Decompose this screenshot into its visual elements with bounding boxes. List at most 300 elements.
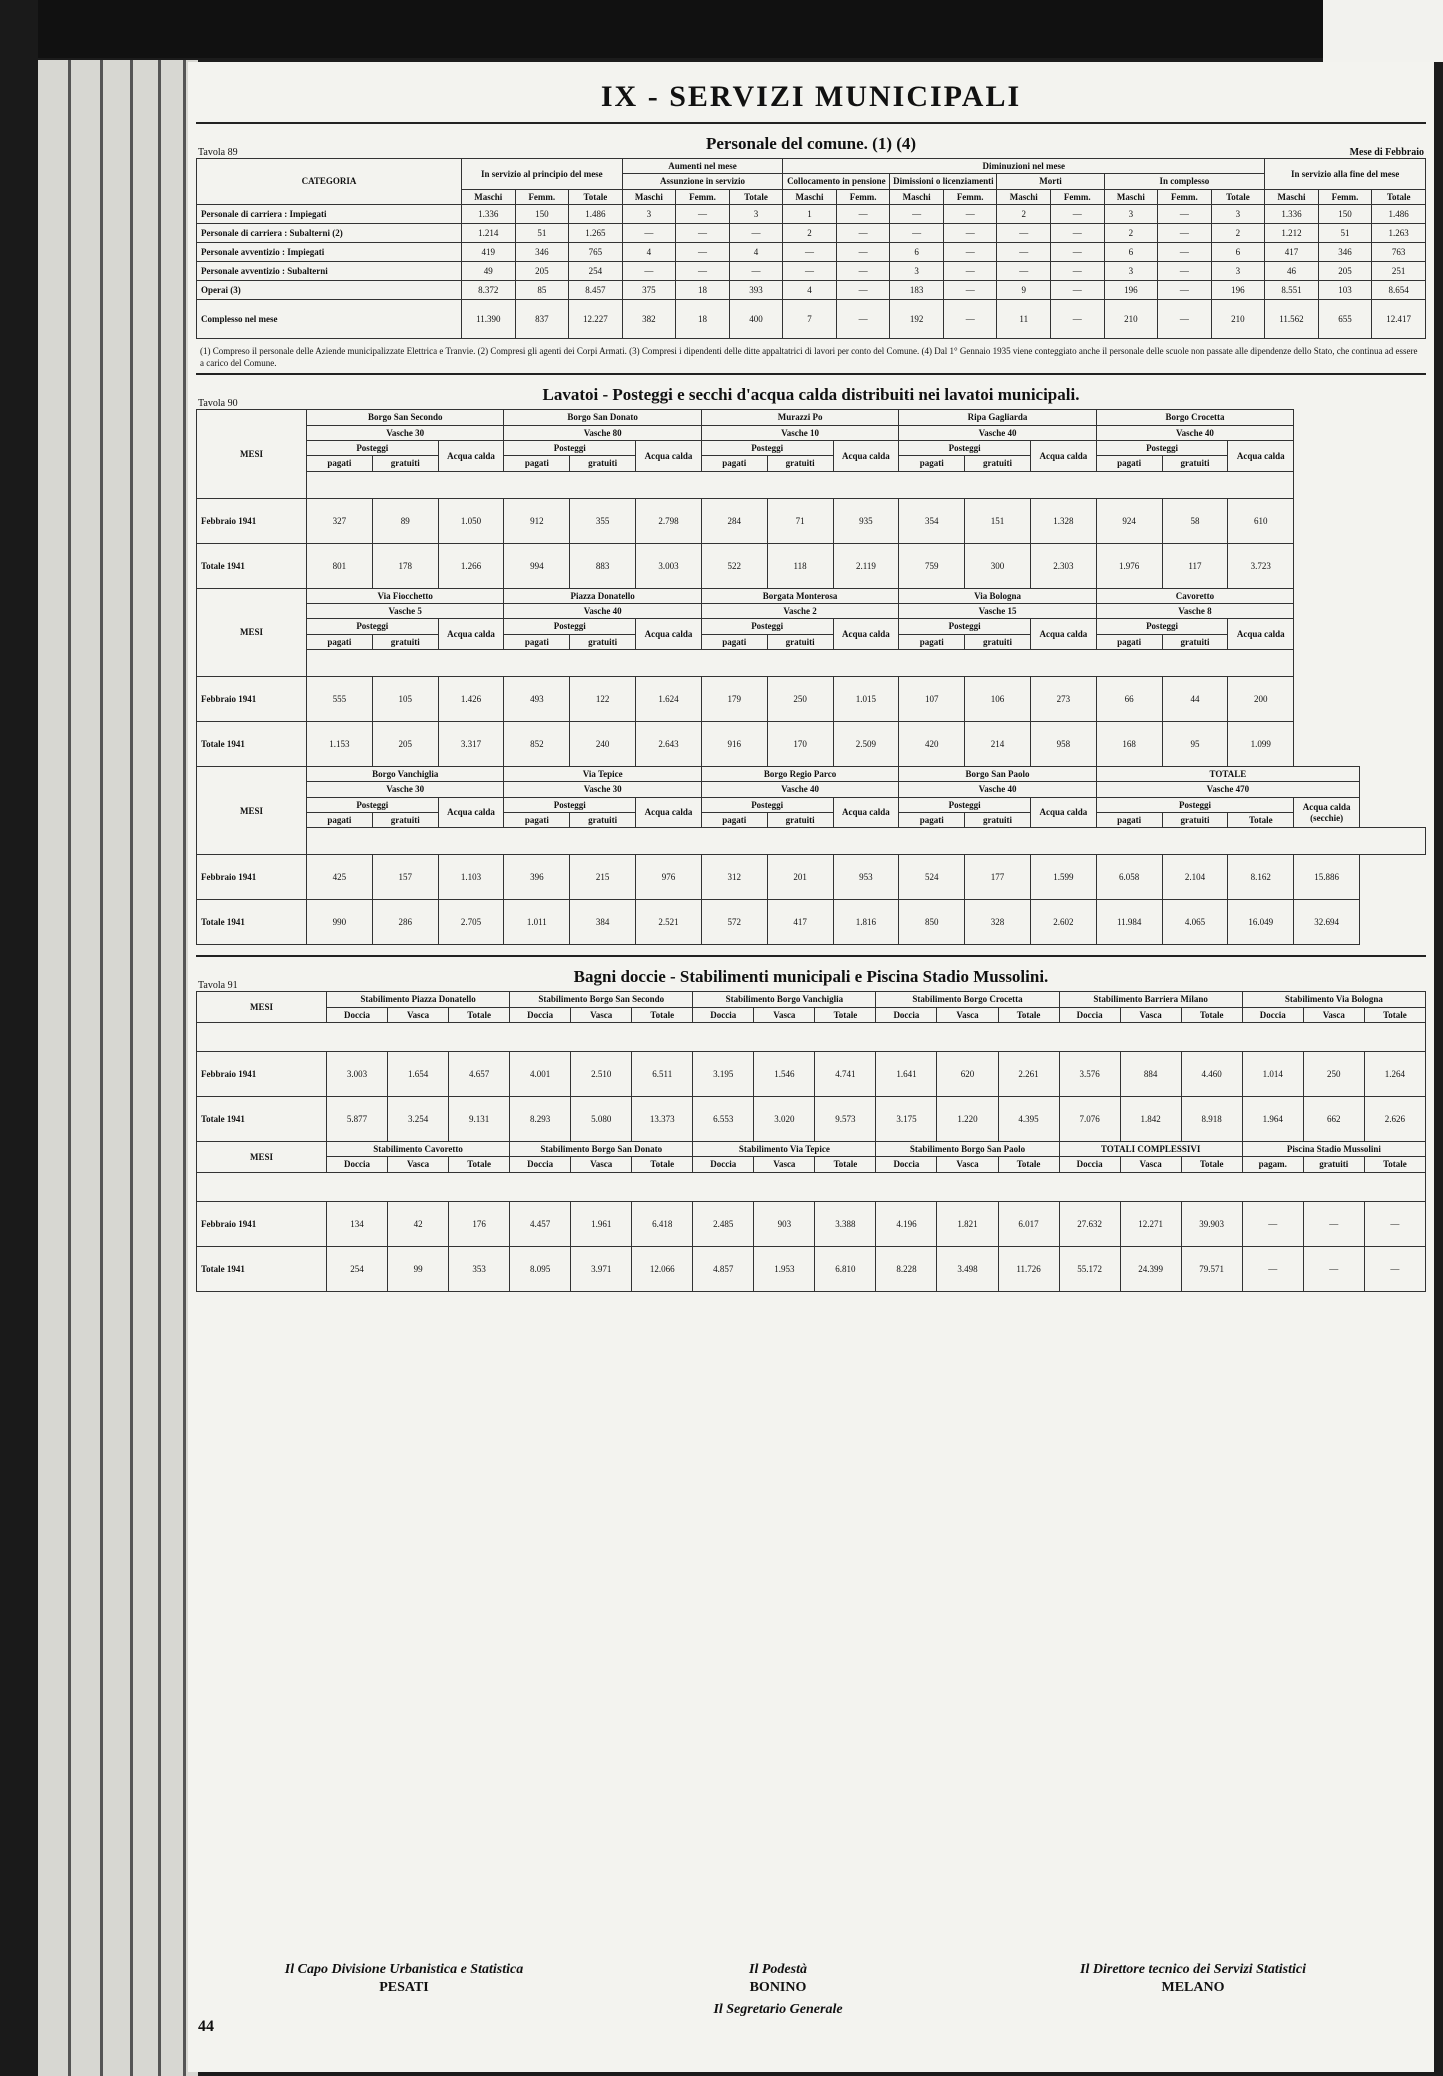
data-cell: 912	[504, 498, 570, 543]
bagni-table	[196, 991, 1426, 1291]
table-row	[197, 543, 1426, 588]
data-cell: —	[1158, 224, 1212, 243]
data-cell: 2	[1211, 224, 1265, 243]
spacer-cell	[197, 1023, 1426, 1052]
data-cell: 4.395	[998, 1097, 1059, 1142]
lavatoi-sub2-row	[197, 813, 1426, 828]
col-pagati: pagati	[899, 456, 965, 471]
data-cell: 1.099	[1228, 722, 1294, 767]
vasche-count: Vasche 80	[504, 425, 701, 440]
vasche-count: Vasche 40	[899, 425, 1096, 440]
col-pagam: pagam.	[1242, 1157, 1303, 1172]
data-cell: 3.254	[388, 1097, 449, 1142]
vasche-count: Vasche 40	[1096, 425, 1293, 440]
data-cell: 12.271	[1120, 1201, 1181, 1246]
col-mesi: MESI	[197, 992, 327, 1023]
data-cell: 3	[622, 205, 676, 224]
data-cell: —	[836, 224, 890, 243]
data-cell: 1.265	[569, 224, 623, 243]
data-cell: 8.162	[1228, 855, 1294, 900]
data-cell: —	[622, 262, 676, 281]
data-cell: 49	[462, 262, 516, 281]
data-cell: 178	[372, 543, 438, 588]
data-cell: 400	[729, 300, 783, 339]
data-cell: 51	[1318, 224, 1372, 243]
signature-direttore	[958, 1962, 1428, 1996]
bagni-sub-row	[197, 1157, 1426, 1172]
spacer-row	[197, 650, 1426, 677]
col-pagati: pagati	[899, 813, 965, 828]
col-doccia: Doccia	[693, 1007, 754, 1022]
data-cell: 2.261	[998, 1052, 1059, 1097]
sex-header: Maschi	[462, 189, 516, 204]
data-cell: 18	[676, 281, 730, 300]
col-vasca: Vasca	[388, 1007, 449, 1022]
data-cell: 3	[1211, 262, 1265, 281]
page-title: IX - SERVIZI MUNICIPALI	[600, 80, 1022, 113]
signer-role: Il Capo Divisione Urbanistica e Statistica	[284, 1962, 524, 1977]
col-gratuiti: gratuiti	[372, 456, 438, 471]
col-totale: Totale	[1364, 1007, 1425, 1022]
table-notes: (1) Compreso il personale delle Aziende municipalizzate Elettrica e Tranvie. (2) Compresi gli agenti dei Corpi Armati. (3) Compresi i dipendenti delle ditte appaltatrici di lavori per conto del Comune. (4) Dal 1° Gennaio 1935 viene conteggiato anche il personale delle scuole non passate alle dipendenze dello Stato, che continua ad essere a carico del Comune.	[200, 346, 1418, 369]
vasche-count: Vasche 40	[504, 604, 701, 619]
row-label: Totale 1941	[197, 900, 307, 945]
data-cell: 837	[515, 300, 569, 339]
data-cell: —	[997, 224, 1051, 243]
data-cell: 2.626	[1364, 1097, 1425, 1142]
data-cell: 55.172	[1059, 1246, 1120, 1291]
data-cell: 254	[327, 1246, 388, 1291]
col-gratuiti: gratuiti	[767, 634, 833, 649]
data-cell: —	[1051, 262, 1105, 281]
data-cell: 1.486	[569, 205, 623, 224]
col-acqua-calda: Acqua calda	[636, 441, 702, 472]
data-cell: 375	[622, 281, 676, 300]
table-row	[197, 1246, 1426, 1291]
lavatoio-name: Cavoretto	[1096, 588, 1293, 603]
col-doccia: Doccia	[876, 1157, 937, 1172]
col-acqua-calda: Acqua calda	[1030, 441, 1096, 472]
sex-header: Maschi	[1265, 189, 1319, 204]
data-cell: 5.080	[571, 1097, 632, 1142]
col-vasca: Vasca	[571, 1007, 632, 1022]
table-title: Bagni doccie - Stabilimenti municipali e Piscina Stadio Mussolini.	[573, 967, 1049, 987]
sex-header: Femm.	[515, 189, 569, 204]
vasche-count: Vasche 8	[1096, 604, 1293, 619]
lavatoio-name: Borgata Monterosa	[701, 588, 898, 603]
data-cell: 168	[1096, 722, 1162, 767]
data-cell: —	[676, 243, 730, 262]
col-posteggi: Posteggi	[504, 619, 636, 634]
data-cell: 18	[676, 300, 730, 339]
data-cell: —	[783, 243, 837, 262]
data-cell: 106	[965, 677, 1031, 722]
sex-header: Maschi	[1104, 189, 1158, 204]
bagni-sub-row	[197, 1007, 1426, 1022]
data-cell: 1.953	[754, 1246, 815, 1291]
row-label: Personale di carriera : Impiegati	[197, 205, 462, 224]
vasche-count: Vasche 470	[1096, 782, 1359, 797]
col-posteggi: Posteggi	[1096, 619, 1228, 634]
data-cell: 5.877	[327, 1097, 388, 1142]
data-cell: 327	[307, 498, 373, 543]
col-vasca: Vasca	[388, 1157, 449, 1172]
col-totale: Totale	[449, 1157, 510, 1172]
data-cell: 353	[449, 1246, 510, 1291]
data-cell: 1.153	[307, 722, 373, 767]
data-cell: 524	[899, 855, 965, 900]
data-cell: 44	[1162, 677, 1228, 722]
col-doccia: Doccia	[327, 1157, 388, 1172]
personale-table	[196, 158, 1426, 339]
data-cell: 312	[701, 855, 767, 900]
table-row	[197, 243, 1426, 262]
data-cell: 610	[1228, 498, 1294, 543]
data-cell: 2.705	[438, 900, 504, 945]
document-page	[188, 62, 1434, 2072]
row-label: Personale avventizio : Subalterni	[197, 262, 462, 281]
col-acqua-calda: Acqua calda	[438, 797, 504, 828]
data-cell: —	[1158, 300, 1212, 339]
data-cell: 2.485	[693, 1201, 754, 1246]
data-cell: —	[1051, 300, 1105, 339]
row-label: Febbraio 1941	[197, 855, 307, 900]
stabilimento-name: Stabilimento Borgo Crocetta	[876, 992, 1059, 1007]
lavatoi-name-row	[197, 588, 1426, 603]
col-morti: Morti	[997, 174, 1104, 189]
spacer-row	[197, 1023, 1426, 1052]
page-edge-line	[183, 60, 186, 2076]
data-cell: 6.553	[693, 1097, 754, 1142]
data-cell: 1.214	[462, 224, 516, 243]
col-vasca: Vasca	[571, 1157, 632, 1172]
data-cell: —	[943, 205, 997, 224]
table-row	[197, 224, 1426, 243]
stabilimento-name: Stabilimento Piazza Donatello	[327, 992, 510, 1007]
data-cell: 192	[890, 300, 944, 339]
table-row	[197, 262, 1426, 281]
lavatoi-table	[196, 409, 1426, 945]
data-cell: 3	[890, 262, 944, 281]
page-edge-line	[68, 60, 71, 2076]
data-cell: 8.654	[1372, 281, 1426, 300]
data-cell: 1.011	[504, 900, 570, 945]
data-cell: 176	[449, 1201, 510, 1246]
col-gratuiti: gratuiti	[570, 456, 636, 471]
col-pagati: pagati	[1096, 634, 1162, 649]
data-cell: 4.001	[510, 1052, 571, 1097]
sex-header: Femm.	[676, 189, 730, 204]
signature-podesta	[628, 1962, 928, 2018]
data-cell: 103	[1318, 281, 1372, 300]
stabilimento-name-row	[197, 1142, 1426, 1157]
data-cell: 3.971	[571, 1246, 632, 1291]
section-bagni	[188, 965, 1434, 1291]
data-cell: 11.984	[1096, 900, 1162, 945]
table-row	[197, 677, 1426, 722]
data-cell: 425	[307, 855, 373, 900]
data-cell: 150	[515, 205, 569, 224]
table-row	[197, 722, 1426, 767]
title-rule	[196, 122, 1426, 124]
data-cell: 801	[307, 543, 373, 588]
lavatoi-sub-row	[197, 797, 1426, 812]
lavatoio-name: Borgo Vanchiglia	[307, 767, 504, 782]
data-cell: 1.641	[876, 1052, 937, 1097]
data-cell: 8.293	[510, 1097, 571, 1142]
lavatoio-name: Via Bologna	[899, 588, 1096, 603]
row-label: Totale 1941	[197, 1097, 327, 1142]
data-cell: 117	[1162, 543, 1228, 588]
data-cell: 16.049	[1228, 900, 1294, 945]
col-in-servizio-fine: In servizio alla fine del mese	[1265, 159, 1426, 190]
data-cell: —	[997, 243, 1051, 262]
data-cell: 6	[1211, 243, 1265, 262]
col-pagati: pagati	[307, 813, 373, 828]
data-cell: 284	[701, 498, 767, 543]
lavatoi-sub-row	[197, 441, 1426, 456]
data-cell: —	[1364, 1246, 1425, 1291]
data-cell: 3	[1104, 205, 1158, 224]
row-label: Febbraio 1941	[197, 1201, 327, 1246]
lavatoi-vasche-row	[197, 604, 1426, 619]
col-gratuiti: gratuiti	[570, 634, 636, 649]
data-cell: 555	[307, 677, 373, 722]
data-cell: 1.328	[1030, 498, 1096, 543]
data-cell: 884	[1120, 1052, 1181, 1097]
lavatoio-name: Borgo Regio Parco	[701, 767, 898, 782]
data-cell: 763	[1372, 243, 1426, 262]
data-cell: 852	[504, 722, 570, 767]
data-cell: 903	[754, 1201, 815, 1246]
table-row	[197, 300, 1426, 339]
data-cell: 3.020	[754, 1097, 815, 1142]
spacer-cell	[307, 828, 1426, 855]
col-posteggi: Posteggi	[307, 797, 439, 812]
signature-capo-divisione	[194, 1962, 614, 1996]
data-cell: 2.303	[1030, 543, 1096, 588]
col-acqua-calda: Acqua calda	[833, 619, 899, 650]
data-cell: 71	[767, 498, 833, 543]
data-cell: 6.058	[1096, 855, 1162, 900]
col-posteggi: Posteggi	[307, 441, 439, 456]
data-cell: 205	[515, 262, 569, 281]
data-cell: 1.976	[1096, 543, 1162, 588]
col-totale: Totale	[1181, 1157, 1242, 1172]
row-label: Personale avventizio : Impiegati	[197, 243, 462, 262]
data-cell: 417	[1265, 243, 1319, 262]
col-acqua-calda: Acqua calda	[833, 441, 899, 472]
data-cell: —	[1242, 1246, 1303, 1291]
col-pagati: pagati	[307, 456, 373, 471]
vasche-count: Vasche 40	[899, 782, 1096, 797]
table-number: Tavola 91	[198, 980, 238, 992]
col-gratuiti: gratuiti	[1162, 456, 1228, 471]
data-cell: —	[1158, 243, 1212, 262]
data-cell: —	[676, 262, 730, 281]
data-cell: 850	[899, 900, 965, 945]
data-cell: —	[997, 262, 1051, 281]
data-cell: 6	[890, 243, 944, 262]
data-cell: 396	[504, 855, 570, 900]
data-cell: 8.095	[510, 1246, 571, 1291]
sex-header: Femm.	[836, 189, 890, 204]
data-cell: 419	[462, 243, 516, 262]
data-cell: 15.886	[1294, 855, 1360, 900]
data-cell: 7	[783, 300, 837, 339]
row-label: Totale 1941	[197, 543, 307, 588]
data-cell: 170	[767, 722, 833, 767]
col-dimissioni: Dimissioni o licenziamenti	[890, 174, 997, 189]
sex-header: Femm.	[943, 189, 997, 204]
lavatoio-name: Borgo Crocetta	[1096, 410, 1293, 425]
stabilimento-name: Stabilimento Borgo San Donato	[510, 1142, 693, 1157]
col-vasca: Vasca	[1120, 1007, 1181, 1022]
col-acqua-calda: Acqua calda	[636, 797, 702, 828]
data-cell: 655	[1318, 300, 1372, 339]
col-doccia: Doccia	[510, 1007, 571, 1022]
lavatoi-name-row	[197, 410, 1426, 425]
signer-name: BONINO	[749, 1980, 807, 1995]
data-cell: 183	[890, 281, 944, 300]
data-cell: 382	[622, 300, 676, 339]
data-cell: 6.418	[632, 1201, 693, 1246]
col-mesi: MESI	[197, 410, 307, 498]
col-doccia: Doccia	[510, 1157, 571, 1172]
signer-extra: Il Segretario Generale	[713, 2002, 843, 2017]
data-cell: 150	[1318, 205, 1372, 224]
data-cell: 11.726	[998, 1246, 1059, 1291]
vasche-count: Vasche 2	[701, 604, 898, 619]
col-totale: Totale	[1228, 813, 1294, 828]
data-cell: 3	[729, 205, 783, 224]
data-cell: 240	[570, 722, 636, 767]
left-scan-border	[0, 0, 38, 2076]
table-number: Tavola 90	[198, 398, 238, 410]
data-cell: 215	[570, 855, 636, 900]
data-cell: 572	[701, 900, 767, 945]
col-doccia: Doccia	[1059, 1157, 1120, 1172]
col-totale: Totale	[998, 1007, 1059, 1022]
sex-header: Femm.	[1051, 189, 1105, 204]
data-cell: 935	[833, 498, 899, 543]
data-cell: 8.372	[462, 281, 516, 300]
data-cell: —	[1051, 243, 1105, 262]
data-cell: —	[1158, 262, 1212, 281]
page-edge-line	[130, 60, 133, 2076]
data-cell: 39.903	[1181, 1201, 1242, 1246]
data-cell: 2	[783, 224, 837, 243]
table-title: Personale del comune. (1) (4)	[705, 134, 917, 153]
table-row	[197, 1097, 1426, 1142]
data-cell: 990	[307, 900, 373, 945]
data-cell: —	[622, 224, 676, 243]
data-cell: 8.228	[876, 1246, 937, 1291]
data-cell: 1.654	[388, 1052, 449, 1097]
data-cell: 300	[965, 543, 1031, 588]
data-cell: 99	[388, 1246, 449, 1291]
stabilimento-name: Stabilimento Via Bologna	[1242, 992, 1425, 1007]
col-posteggi: Posteggi	[307, 619, 439, 634]
stabilimento-name: Stabilimento Via Tepice	[693, 1142, 876, 1157]
col-gratuiti: gratuiti	[965, 634, 1031, 649]
data-cell: 4	[729, 243, 783, 262]
data-cell: 79.571	[1181, 1246, 1242, 1291]
sex-header: Femm.	[1318, 189, 1372, 204]
spacer-row	[197, 1172, 1426, 1201]
data-cell: 134	[327, 1201, 388, 1246]
lavatoio-name: TOTALE	[1096, 767, 1359, 782]
lavatoio-name: Via Tepice	[504, 767, 701, 782]
spacer-row	[197, 471, 1426, 498]
data-cell: 24.399	[1120, 1246, 1181, 1291]
data-cell: 85	[515, 281, 569, 300]
col-posteggi: Posteggi	[701, 441, 833, 456]
col-mesi: MESI	[197, 1142, 327, 1173]
data-cell: 1.961	[571, 1201, 632, 1246]
col-acqua-calda: Acqua calda	[438, 619, 504, 650]
table-row	[197, 900, 1426, 945]
col-gratuiti: gratuiti	[767, 456, 833, 471]
sex-header: Maschi	[890, 189, 944, 204]
data-cell: 27.632	[1059, 1201, 1120, 1246]
table-row	[197, 498, 1426, 543]
col-acqua-calda: Acqua calda	[1030, 797, 1096, 828]
stabilimento-name: Stabilimento Barriera Milano	[1059, 992, 1242, 1007]
col-totale: Totale	[815, 1157, 876, 1172]
data-cell: —	[729, 224, 783, 243]
data-cell: 354	[899, 498, 965, 543]
row-label: Febbraio 1941	[197, 498, 307, 543]
table-row	[197, 855, 1426, 900]
data-cell: 953	[833, 855, 899, 900]
data-cell: 1.050	[438, 498, 504, 543]
col-posteggi: Posteggi	[1096, 797, 1293, 812]
data-cell: —	[1158, 205, 1212, 224]
vasche-count: Vasche 15	[899, 604, 1096, 619]
col-posteggi: Posteggi	[899, 619, 1031, 634]
table-period: Mese di Febbraio	[1349, 147, 1424, 158]
data-cell: 4.457	[510, 1201, 571, 1246]
data-cell: 210	[1104, 300, 1158, 339]
col-acqua-calda: Acqua calda	[636, 619, 702, 650]
data-cell: 286	[372, 900, 438, 945]
data-cell: 1.212	[1265, 224, 1319, 243]
data-cell: 6.511	[632, 1052, 693, 1097]
data-cell: —	[676, 205, 730, 224]
table-row	[197, 205, 1426, 224]
data-cell: 179	[701, 677, 767, 722]
data-cell: 4.741	[815, 1052, 876, 1097]
lavatoi-name-row	[197, 767, 1426, 782]
data-cell: 883	[570, 543, 636, 588]
data-cell: 662	[1303, 1097, 1364, 1142]
col-mesi: MESI	[197, 588, 307, 676]
top-scan-border	[0, 0, 1443, 58]
data-cell: 3.175	[876, 1097, 937, 1142]
data-cell: 2.510	[571, 1052, 632, 1097]
lavatoi-sub-row	[197, 619, 1426, 634]
data-cell: 250	[1303, 1052, 1364, 1097]
data-cell: —	[783, 262, 837, 281]
data-cell: 2.509	[833, 722, 899, 767]
data-cell: —	[836, 300, 890, 339]
data-cell: —	[943, 224, 997, 243]
spacer-cell	[197, 1172, 1426, 1201]
col-pagati: pagati	[1096, 456, 1162, 471]
data-cell: 46	[1265, 262, 1319, 281]
data-cell: 3	[1104, 262, 1158, 281]
